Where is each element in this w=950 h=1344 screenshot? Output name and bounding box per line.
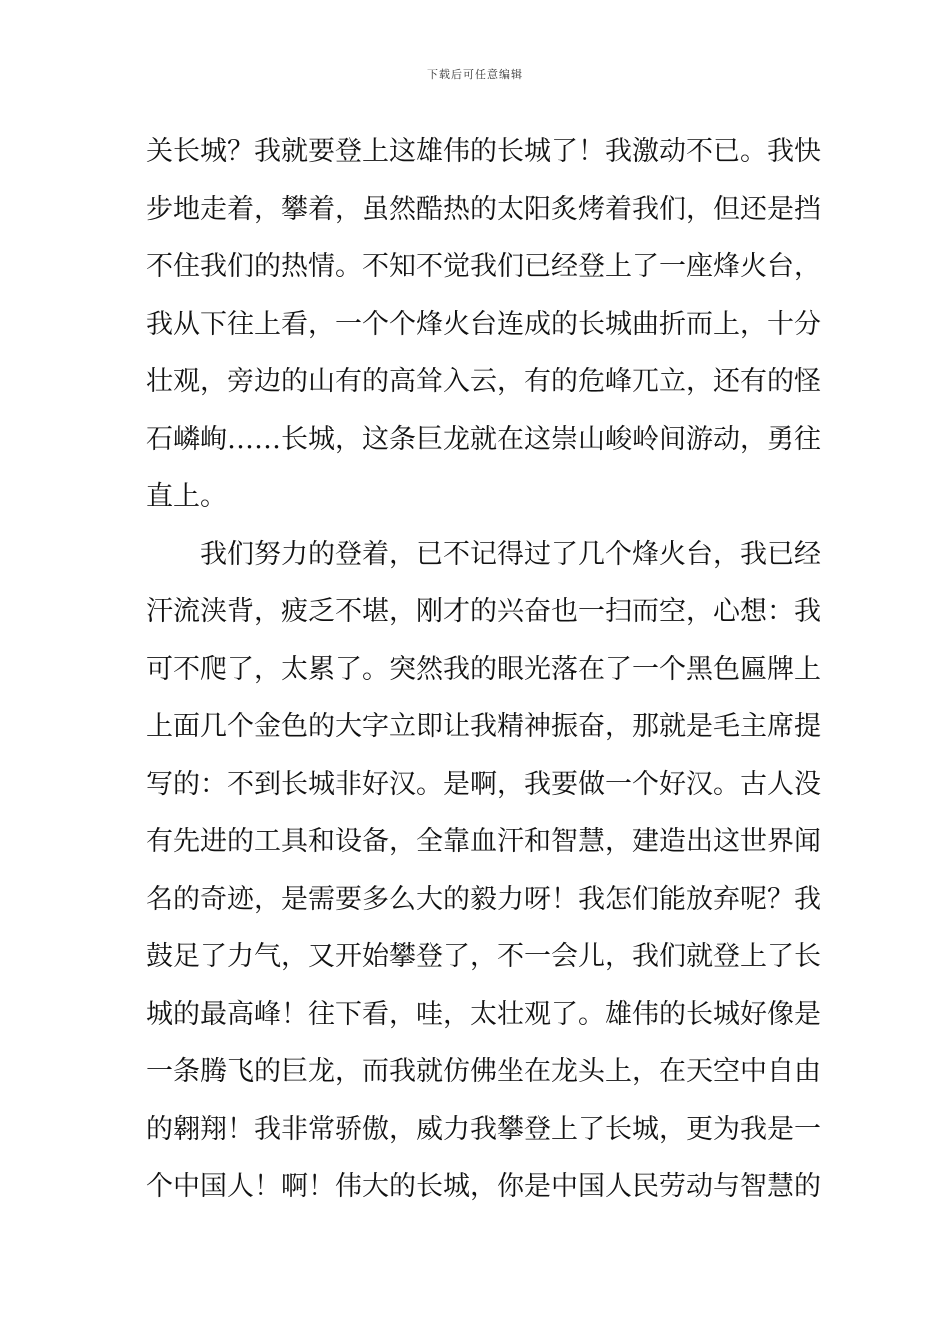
- paragraph-2: [146, 531, 821, 1221]
- text-line: 汗流浃背，疲乏不堪，刚才的兴奋也一扫而空，心想：我: [146, 596, 821, 627]
- text-line: 直上。: [146, 481, 227, 512]
- text-line: 步地走着，攀着，虽然酷热的太阳炙烤着我们，但还是挡: [146, 193, 821, 225]
- paragraph-1: [146, 128, 821, 531]
- text-line: 可不爬了，太累了。突然我的眼光落在了一个黑色匾牌上: [146, 653, 821, 685]
- text-line: 我从下往上看，一个个烽火台连成的长城曲折而上，十分: [146, 308, 821, 340]
- text-line: 城的最高峰！往下看，哇，太壮观了。雄伟的长城好像是: [146, 998, 821, 1030]
- text-line: 壮观，旁边的山有的高耸入云，有的危峰兀立，还有的怪: [146, 366, 821, 397]
- text-line: 写的：不到长城非好汉。是啊，我要做一个好汉。古人没: [146, 768, 821, 800]
- text-line: 我们努力的登着，已不记得过了几个烽火台，我已经: [200, 538, 821, 570]
- text-line: 的翱翔！我非常骄傲，威力我攀登上了长城，更为我是一: [146, 1113, 821, 1145]
- text-line: 不住我们的热情。不知不觉我们已经登上了一座烽火台，: [146, 251, 821, 282]
- text-line: 个中国人！啊！伟大的长城，你是中国人民劳动与智慧的: [146, 1171, 821, 1202]
- text-line: 鼓足了力气，又开始攀登了，不一会儿，我们就登上了长: [146, 941, 821, 972]
- text-line: 上面几个金色的大字立即让我精神振奋，那就是毛主席提: [146, 711, 821, 742]
- document-body: [146, 128, 821, 1221]
- text-line: 名的奇迹，是需要多么大的毅力呀！我怎们能放弃呢？我: [146, 883, 821, 915]
- text-line: 关长城？我就要登上这雄伟的长城了！我激动不已。我快: [146, 136, 821, 167]
- text-line: 一条腾飞的巨龙，而我就仿佛坐在龙头上，在天空中自由: [146, 1056, 821, 1087]
- page-header: 下载后可任意编辑: [427, 68, 523, 81]
- text-line: 石嶙峋……长城，这条巨龙就在这崇山峻岭间游动，勇往: [146, 423, 821, 455]
- text-line: 有先进的工具和设备，全靠血汗和智慧，建造出这世界闻: [146, 826, 821, 857]
